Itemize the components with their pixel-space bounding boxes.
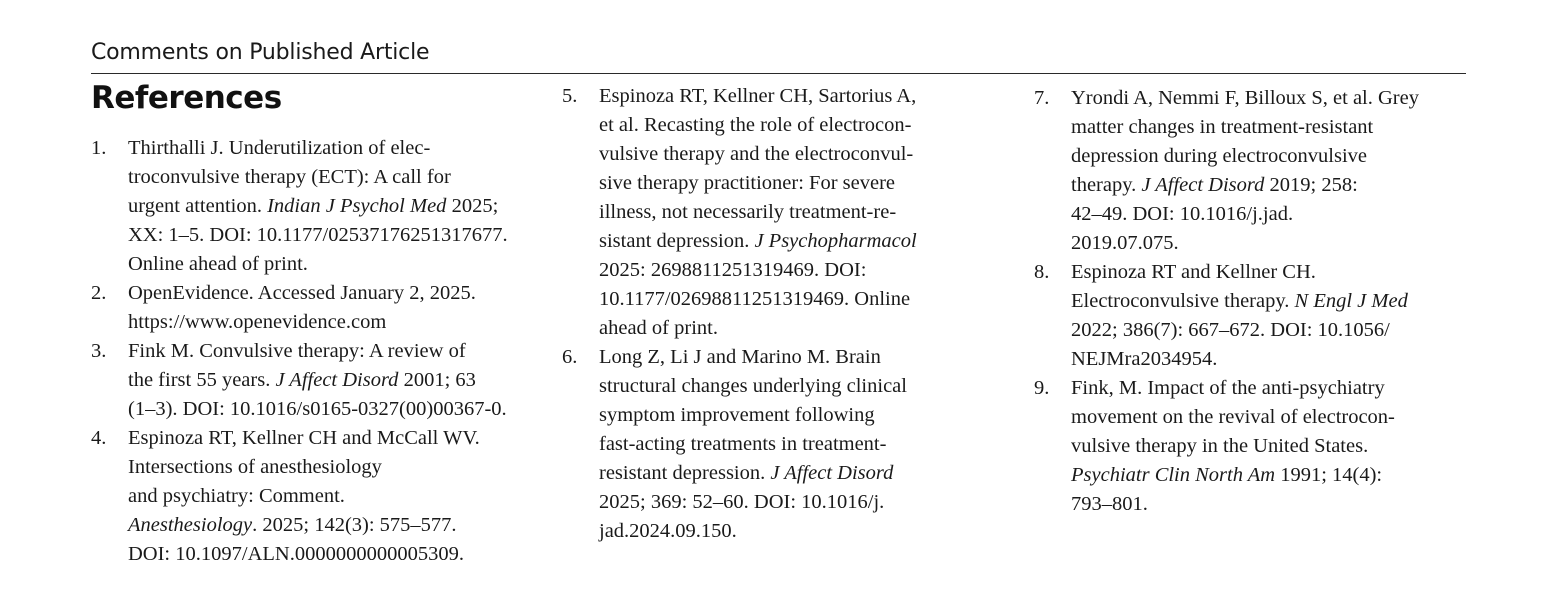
reference-line: vulsive therapy and the electroconvul-: [599, 143, 914, 165]
reference-line: https://www.openevidence.com: [128, 311, 387, 333]
reference-line: 2019.07.075.: [1071, 232, 1179, 254]
reference-item: [91, 337, 531, 424]
reference-line: Online ahead of print.: [128, 253, 308, 275]
section-header: Comments on Published Article: [91, 40, 430, 65]
reference-line: Anesthesiology. 2025; 142(3): 575–577.: [128, 514, 457, 536]
references-column-2: [562, 82, 1002, 546]
reference-line: and psychiatry: Comment.: [128, 485, 345, 507]
reference-line: 2022; 386(7): 667–672. DOI: 10.1056/: [1071, 319, 1390, 341]
reference-line: et al. Recasting the role of electrocon-: [599, 114, 912, 136]
reference-line: illness, not necessarily treatment-re-: [599, 201, 897, 223]
reference-line: fast-acting treatments in treatment-: [599, 433, 887, 455]
reference-item: [562, 82, 1002, 343]
reference-line: Thirthalli J. Underutilization of elec-: [128, 137, 431, 159]
reference-item: [91, 279, 531, 337]
reference-line: ahead of print.: [599, 317, 718, 339]
reference-line: vulsive therapy in the United States.: [1071, 435, 1369, 457]
journal-name: J Psychopharmacol: [754, 230, 917, 252]
reference-number: 8.: [1034, 261, 1050, 283]
journal-name: N Engl J Med: [1294, 290, 1408, 312]
reference-number: 9.: [1034, 377, 1050, 399]
references-heading: References: [91, 80, 282, 116]
reference-line: movement on the revival of electrocon-: [1071, 406, 1395, 428]
header-rule: [91, 73, 1466, 74]
reference-line: Long Z, Li J and Marino M. Brain: [599, 346, 881, 368]
reference-line: depression during electroconvulsive: [1071, 145, 1368, 167]
reference-item: [1034, 258, 1474, 374]
reference-line: Espinoza RT and Kellner CH.: [1071, 261, 1316, 283]
journal-name: Anesthesiology: [128, 514, 253, 536]
reference-number: 4.: [91, 427, 107, 449]
reference-line: (1–3). DOI: 10.1016/s0165-0327(00)00367-0.: [128, 398, 507, 420]
reference-line: sistant depression. J Psychopharmacol: [599, 230, 917, 252]
reference-line: OpenEvidence. Accessed January 2, 2025.: [128, 282, 476, 304]
reference-line: urgent attention. Indian J Psychol Med 2025;: [128, 195, 499, 217]
reference-line: symptom improvement following: [599, 404, 875, 426]
reference-line: 2025: 2698811251319469. DOI:: [599, 259, 867, 281]
journal-name: J Affect Disord: [1141, 174, 1265, 196]
reference-item: [91, 134, 531, 279]
reference-line: 2025; 369: 52–60. DOI: 10.1016/j.: [599, 491, 885, 513]
reference-line: XX: 1–5. DOI: 10.1177/02537176251317677.: [128, 224, 508, 246]
reference-item: [1034, 374, 1474, 519]
reference-number: 5.: [562, 85, 578, 107]
journal-name: Indian J Psychol Med: [267, 195, 447, 217]
reference-line: Fink M. Convulsive therapy: A review of: [128, 340, 466, 362]
reference-number: 7.: [1034, 87, 1050, 109]
reference-number: 6.: [562, 346, 578, 368]
journal-name: Psychiatr Clin North Am: [1071, 464, 1276, 486]
journal-name: J Affect Disord: [770, 462, 894, 484]
journal-name: J Affect Disord: [275, 369, 399, 391]
reference-item: [1034, 84, 1474, 258]
references-column-3: [1034, 84, 1474, 519]
reference-line: NEJMra2034954.: [1071, 348, 1218, 370]
reference-line: Fink, M. Impact of the anti-psychiatry: [1071, 377, 1385, 399]
reference-line: therapy. J Affect Disord 2019; 258:: [1071, 174, 1358, 196]
reference-line: the first 55 years. J Affect Disord 2001; 63: [128, 369, 476, 391]
reference-line: jad.2024.09.150.: [599, 520, 737, 542]
reference-line: Yrondi A, Nemmi F, Billoux S, et al. Grey: [1071, 87, 1419, 109]
reference-line: 42–49. DOI: 10.1016/j.jad.: [1071, 203, 1294, 225]
reference-item: [562, 343, 1002, 546]
reference-line: 10.1177/02698811251319469. Online: [599, 288, 911, 310]
reference-line: Espinoza RT, Kellner CH and McCall WV.: [128, 427, 480, 449]
reference-line: Psychiatr Clin North Am 1991; 14(4):: [1071, 464, 1383, 486]
reference-line: 793–801.: [1071, 493, 1148, 515]
reference-number: 1.: [91, 137, 107, 159]
reference-line: troconvulsive therapy (ECT): A call for: [128, 166, 451, 188]
reference-line: matter changes in treatment-resistant: [1071, 116, 1374, 138]
reference-line: Espinoza RT, Kellner CH, Sartorius A,: [599, 85, 917, 107]
reference-line: sive therapy practitioner: For severe: [599, 172, 895, 194]
reference-line: resistant depression. J Affect Disord: [599, 462, 894, 484]
reference-line: Electroconvulsive therapy. N Engl J Med: [1071, 290, 1408, 312]
reference-line: Intersections of anesthesiology: [128, 456, 382, 478]
reference-item: [91, 424, 531, 569]
reference-number: 2.: [91, 282, 107, 304]
reference-line: structural changes underlying clinical: [599, 375, 907, 397]
reference-line: DOI: 10.1097/ALN.0000000000005309.: [128, 543, 464, 565]
reference-number: 3.: [91, 340, 107, 362]
references-column-1: [91, 134, 531, 569]
